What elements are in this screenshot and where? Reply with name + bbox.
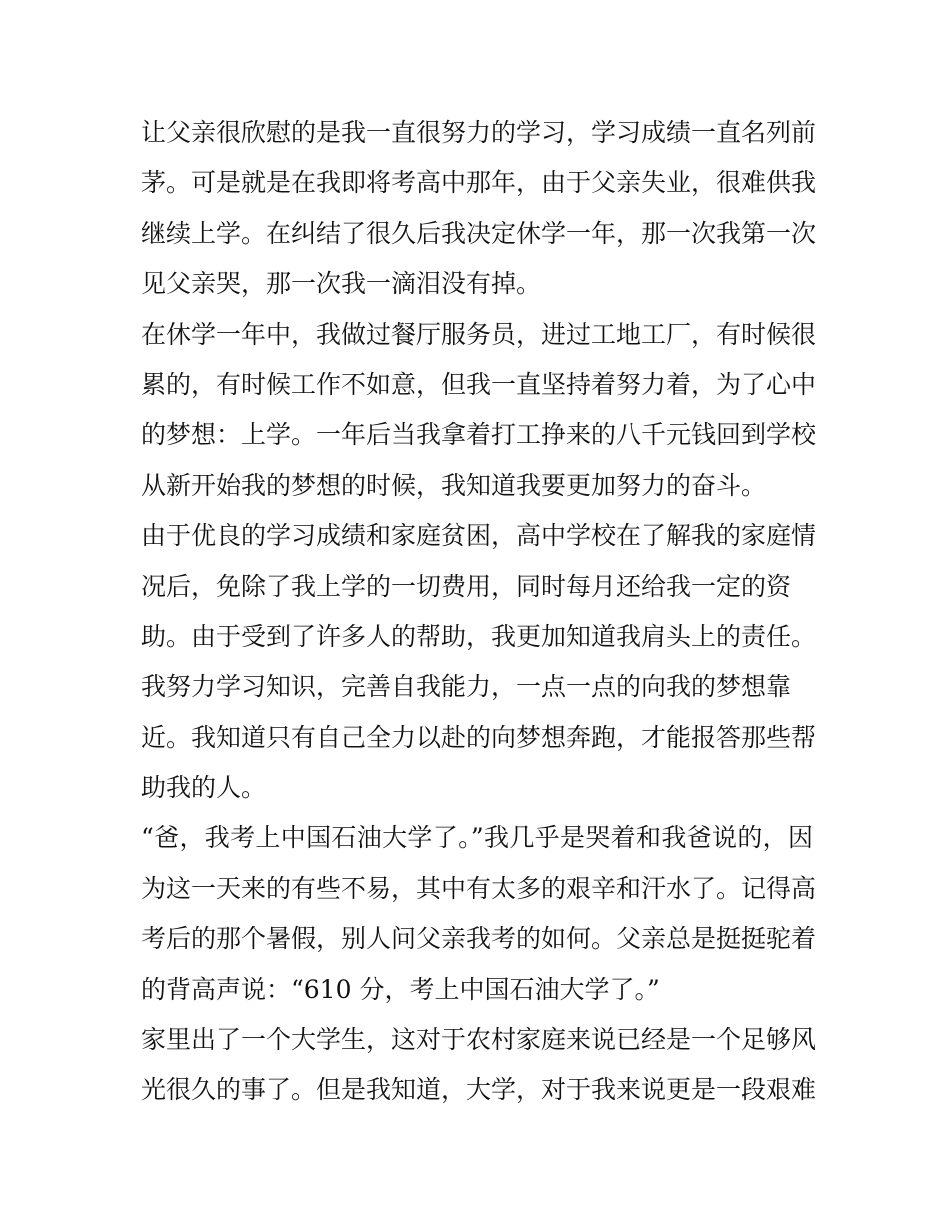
text-line: 见父亲哭，那一次我一滴泪没有掉。 xyxy=(141,269,542,299)
text-line: 光很久的事了。但是我知道，大学，对于我来说更是一段艰难 xyxy=(141,1075,817,1105)
text-line: 由于优良的学习成绩和家庭贫困，高中学校在了解我的家庭情 xyxy=(141,521,817,551)
text-line: 助。由于受到了许多人的帮助，我更加知道我肩头上的责任。 xyxy=(141,621,817,651)
text-line: 从新开始我的梦想的时候，我知道我要更加努力的奋斗。 xyxy=(141,470,767,500)
paragraph-4 xyxy=(141,813,817,1015)
text-line: 让父亲很欣慰的是我一直很努力的学习，学习成绩一直名列前 xyxy=(141,118,817,147)
text-line: 累的，有时候工作不如意，但我一直坚持着努力着，为了心中 xyxy=(141,369,817,399)
text-line: 继续上学。在纠结了很久后我决定休学一年，那一次我第一次 xyxy=(141,218,817,248)
paragraph-3 xyxy=(141,511,817,813)
text-line: 为这一天来的有些不易，其中有太多的艰辛和汗水了。记得高 xyxy=(141,873,817,903)
paragraph-5 xyxy=(141,1015,817,1116)
text-line: 近。我知道只有自己全力以赴的向梦想奔跑，才能报答那些帮 xyxy=(141,722,817,752)
text-line: 我努力学习知识，完善自我能力，一点一点的向我的梦想靠 xyxy=(141,672,792,702)
paragraph-1 xyxy=(141,108,817,310)
text-line: 家里出了一个大学生，这对于农村家庭来说已经是一个足够风 xyxy=(141,1025,817,1055)
text-line: 考后的那个暑假，别人问父亲我考的如何。父亲总是挺挺驼着 xyxy=(141,924,817,954)
document-body xyxy=(141,108,817,1116)
text-line: 助我的人。 xyxy=(141,773,267,803)
text-line: “爸，我考上中国石油大学了。”我几乎是哭着和我爸说的，因 xyxy=(141,823,813,853)
paragraph-2 xyxy=(141,310,817,512)
text-line: 的梦想：上学。一年后当我拿着打工挣来的八千元钱回到学校 xyxy=(141,420,817,450)
text-line: 况后，免除了我上学的一切费用，同时每月还给我一定的资 xyxy=(141,571,792,601)
text-line: 在休学一年中，我做过餐厅服务员，进过工地工厂，有时候很 xyxy=(141,319,817,349)
text-line: 的背高声说：“610 分，考上中国石油大学了。” xyxy=(141,974,660,1004)
text-line: 茅。可是就是在我即将考高中那年，由于父亲失业，很难供我 xyxy=(141,168,817,198)
